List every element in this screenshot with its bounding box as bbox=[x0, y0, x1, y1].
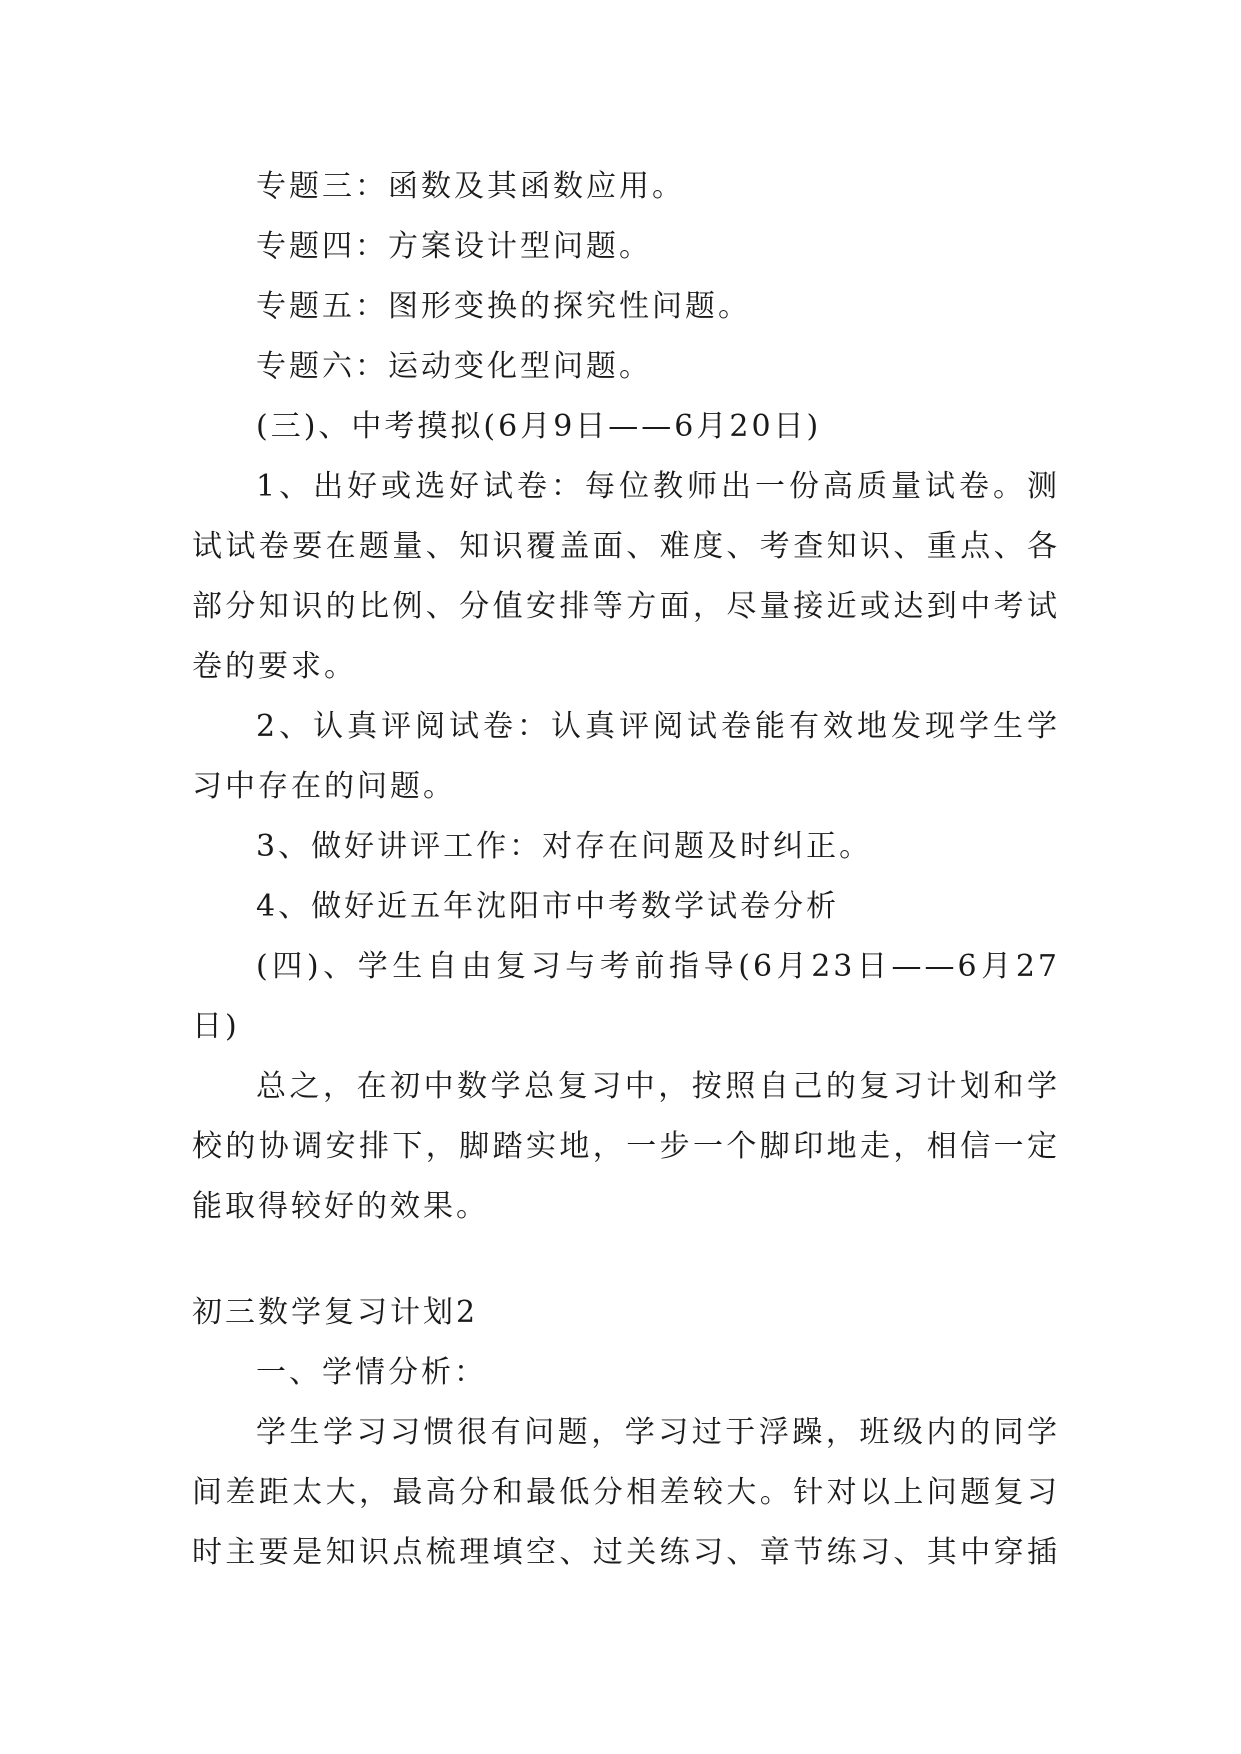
paragraph-text-line: 时主要是知识点梳理填空、过关练习、章节练习、其中穿插 bbox=[192, 1535, 1060, 1570]
topic-five-line: 专题五：图形变换的探究性问题。 bbox=[256, 289, 751, 324]
subsection-heading: 一、学情分析： bbox=[256, 1355, 487, 1390]
topic-three-line: 专题三：函数及其函数应用。 bbox=[256, 169, 685, 204]
paragraph-text-line: 能取得较好的效果。 bbox=[192, 1189, 489, 1224]
section-four-heading: (四)、学生自由复习与考前指导(6月23日——6月27 bbox=[256, 949, 1060, 984]
paragraph-text-line: 校的协调安排下，脚踏实地，一步一个脚印地走，相信一定 bbox=[192, 1129, 1060, 1164]
paragraph-text-line: 间差距太大，最高分和最低分相差较大。针对以上问题复习 bbox=[192, 1475, 1060, 1510]
paragraph-text-line: 习中存在的问题。 bbox=[192, 769, 456, 804]
paragraph-text-line: 总之，在初中数学总复习中，按照自己的复习计划和学 bbox=[256, 1069, 1060, 1104]
paragraph-text-line: 试试卷要在题量、知识覆盖面、难度、考查知识、重点、各 bbox=[192, 529, 1060, 564]
paragraph-text-line: 3、做好讲评工作：对存在问题及时纠正。 bbox=[256, 829, 873, 864]
paragraph-text-line: 部分知识的比例、分值安排等方面，尽量接近或达到中考试 bbox=[192, 589, 1060, 624]
paragraph-text-line: 日) bbox=[192, 1009, 240, 1044]
section-three-heading: (三)、中考摸拟(6月9日——6月20日) bbox=[256, 409, 822, 444]
paragraph-text-line: 4、做好近五年沈阳市中考数学试卷分析 bbox=[256, 889, 840, 924]
topic-six-line: 专题六：运动变化型问题。 bbox=[256, 349, 652, 384]
paragraph-text-line: 卷的要求。 bbox=[192, 649, 357, 684]
topic-four-line: 专题四：方案设计型问题。 bbox=[256, 229, 652, 264]
paragraph-text-line: 2、认真评阅试卷：认真评阅试卷能有效地发现学生学 bbox=[256, 709, 1060, 744]
paragraph-text-line: 学生学习习惯很有问题，学习过于浮躁，班级内的同学 bbox=[256, 1415, 1060, 1450]
paragraph-text-line: 1、出好或选好试卷：每位教师出一份高质量试卷。测 bbox=[256, 469, 1060, 504]
section-title: 初三数学复习计划2 bbox=[192, 1295, 479, 1330]
